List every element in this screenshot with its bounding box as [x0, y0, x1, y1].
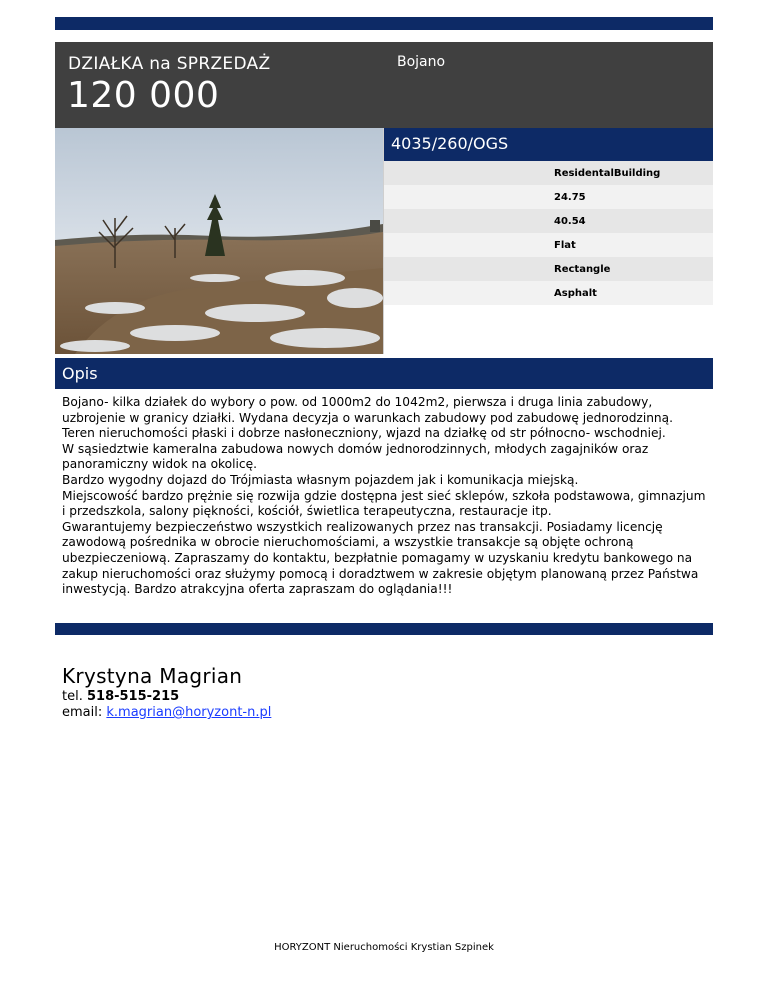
- email-label: email:: [62, 705, 103, 720]
- reference-bar: [384, 128, 713, 161]
- property-value: 40.54: [554, 216, 586, 227]
- listing-type: DZIAŁKA na SPRZEDAŻ: [68, 54, 271, 74]
- property-details-list: [384, 161, 713, 305]
- property-photo: [55, 128, 384, 354]
- property-value: ResidentalBuilding: [554, 168, 661, 179]
- agent-phone: 518-515-215: [86, 689, 180, 704]
- property-row-width: [384, 185, 713, 209]
- property-value: Asphalt: [554, 288, 597, 299]
- description-heading-bar: [55, 358, 713, 389]
- property-row-terrain: [384, 233, 713, 257]
- property-row-building-type: [384, 161, 713, 185]
- phone-label: tel.: [62, 689, 83, 704]
- property-value: Flat: [554, 240, 576, 251]
- property-row-shape: [384, 257, 713, 281]
- description-text: [62, 395, 707, 598]
- description-paragraph: Bardzo wygodny dojazd do Trójmiasta własnym pojazdem jak i komunikacja miejską.: [62, 472, 579, 487]
- listing-location: Bojano: [397, 54, 446, 70]
- agent-name: Krystyna Magrian: [62, 664, 243, 688]
- property-row-length: [384, 209, 713, 233]
- listing-price: 120 000: [67, 75, 220, 116]
- top-divider-bar: [55, 17, 713, 30]
- description-paragraph: Bojano- kilka działek do wybory o pow. od 1000m2 do 1042m2, pierwsza i druga linia zabudowy, uzbrojenie w granicy działki. Wydana decyzja o warunkach zabudowy pod zabudowę jednorodzinną.: [62, 395, 673, 425]
- property-row-access-road: [384, 281, 713, 305]
- agent-email-line: [62, 705, 271, 721]
- description-paragraph: Teren nieruchomości płaski i dobrze nasłoneczniony, wjazd na działkę od str północno- wschodniej.: [62, 426, 666, 441]
- listing-header: [55, 42, 713, 128]
- agent-contact: [62, 664, 271, 721]
- reference-number: 4035/260/OGS: [391, 134, 509, 153]
- property-value: 24.75: [554, 192, 586, 203]
- property-value: Rectangle: [554, 264, 611, 275]
- agent-phone-line: [62, 689, 271, 705]
- agent-email-link[interactable]: k.magrian@horyzont-n.pl: [106, 705, 272, 720]
- description-paragraph: W sąsiedztwie kameralna zabudowa nowych domów jednorodzinnych, młodych zagajników oraz panoramiczny widok na okolicę.: [62, 441, 649, 472]
- description-paragraph: Gwarantujemy bezpieczeństwo wszystkich realizowanych przez nas transakcji. Posiadamy licencję zawodową pośrednika w obrocie nieruchomościami, a wszystkie transakcje są objęte ochroną ubezpieczeniową. Zapraszamy do kontaktu, bezpłatnie pomagamy w uzyskaniu kredytu bankowego na zakup nieruchomości oraz służymy pomocą i doradztwem w zakresie objętym planowaną przez Państwa inwestycją. Bardzo atrakcyjna oferta zapraszam do oglądania!!!: [62, 519, 699, 597]
- bottom-divider-bar: [55, 623, 713, 635]
- footer-company: HORYZONT Nieruchomości Krystian Szpinek: [274, 942, 494, 953]
- description-heading: Opis: [62, 364, 98, 383]
- description-paragraph: Miejscowość bardzo prężnie się rozwija gdzie dostępna jest sieć sklepów, szkoła podstawowa, gimnazjum i przedszkola, salony piękności, kościół, świetlica terapeutyczna, restauracje itp.: [62, 488, 706, 519]
